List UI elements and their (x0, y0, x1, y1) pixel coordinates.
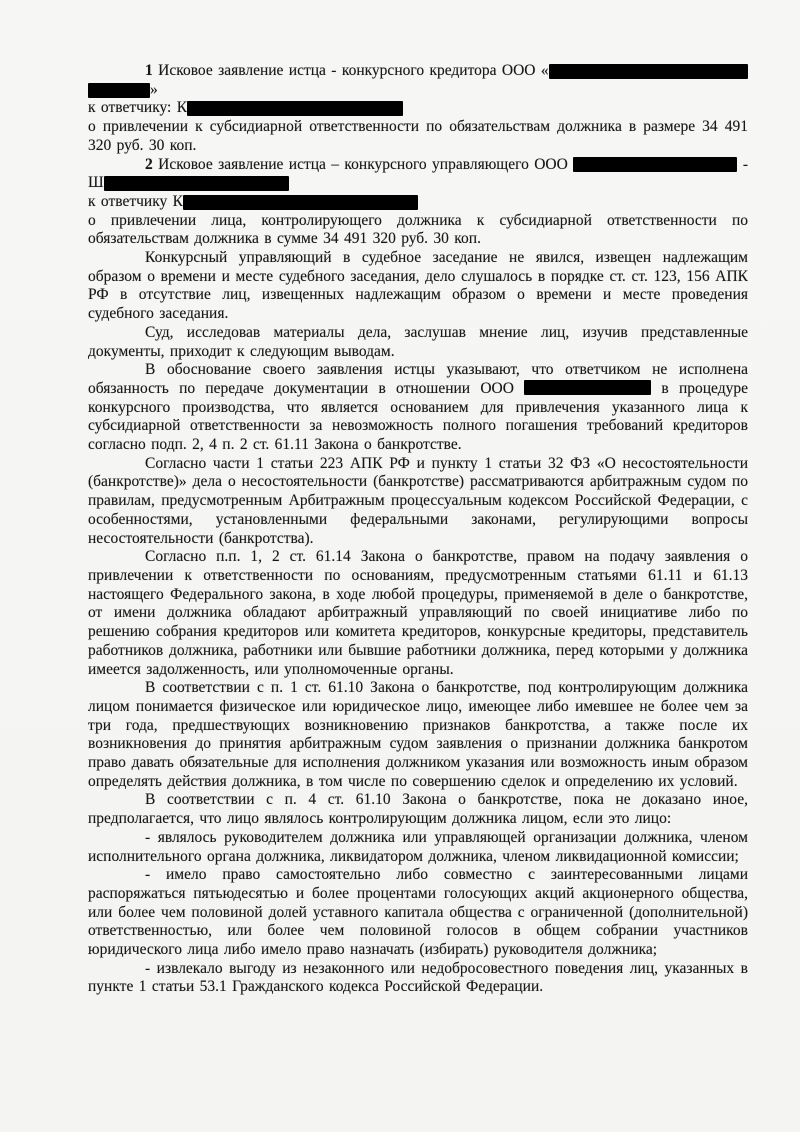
document-line (88, 62, 748, 81)
redaction-bar (187, 101, 403, 116)
redaction-bar (549, 64, 748, 79)
text-run: Ш (88, 174, 104, 192)
text-run: - имело право самостоятельно либо совместно с заинтересованными лицами распоряжаться пятьюдесятью и более процентами голосующих акций акционерного общества, или более чем половиной долей уставного капитала общества с ограниченной (дополнительной) ответственностью, или более чем половиной голосов в общем собрании участников юридического лица либо имело право назначать (избирать) руководителя должника; (88, 866, 748, 959)
text-run: - являлось руководителем должника или управляющей организации должника, членом исполнительного органа должника, ликвидатором должника, членом ликвидационной комиссии; (88, 828, 748, 865)
text-run: к ответчику К (88, 192, 183, 210)
document-body (88, 62, 748, 997)
document-line (88, 174, 748, 193)
paragraph (88, 679, 748, 791)
paragraph (88, 361, 748, 455)
redaction-bar (104, 176, 289, 191)
text-run: Исковое заявление истца - конкурсного кредитора ООО « (152, 62, 549, 79)
text-run: » (150, 80, 158, 98)
text-run: - (737, 155, 748, 173)
paragraph (88, 249, 748, 324)
text-run: Суд, исследовав материалы дела, заслушав мнение лиц, изучив представленные документы, приходит к следующим выводам. (88, 323, 748, 360)
paragraph (88, 866, 748, 960)
document-line (88, 193, 748, 212)
text-run: в процедуре конкурсного производства, что является основанием для привлечения указанного лица к субсидиарной ответственности за невозможность полного погашения требований кредиторов согласно подп. 2, 4 п. 2 ст. 61.11 Закона о банкротстве. (88, 379, 748, 454)
paragraph (88, 455, 748, 549)
text-run: о привлечении к субсидиарной ответственности по обязательствам должника в размере 34 491 320 руб. 30 коп. (88, 118, 748, 154)
text-run: - извлекало выгоду из незаконного или недобросовестного поведения лиц, указанных в пункте 1 статьи 53.1 Гражданского кодекса Российской Федерации. (88, 959, 748, 996)
paragraph (88, 212, 748, 249)
text-run: Согласно п.п. 1, 2 ст. 61.14 Закона о банкротстве, правом на подачу заявления о привлечении к ответственности по основаниям, предусмотренным статьями 61.11 и 61.13 настоящего Федерального закона, в ходе любой процедуры, применяемой в деле о банкротстве, от имени должника обладают арбитражный управляющий по своей инициативе либо по решению собрания кредиторов или комитета кредиторов, конкурсные кредиторы, представитель работников должника, работники или бывшие работники должника, перед которыми у должника имеется задолженность, или уполномоченные органы. (88, 548, 748, 678)
paragraph (88, 324, 748, 361)
text-run: о привлечении лица, контролирующего должника к субсидиарной ответственности по обязательствам должника в сумме 34 491 320 руб. 30 коп. (88, 211, 748, 248)
text-run: Конкурсный управляющий в судебное заседание не явился, извещен надлежащим образом о времени и месте судебного заседания, дело слушалось в порядке ст. ст. 123, 156 АПК РФ в отсутствие лиц, извещенных надлежащим образом о времени и месте проведения судебного заседания. (88, 249, 748, 323)
paragraph (88, 960, 748, 997)
item-number: 2 (145, 155, 153, 173)
paragraph (88, 829, 748, 866)
text-run: В соответствии с п. 1 ст. 61.10 Закона о банкротстве, под контролирующим должника лицом понимается физическое или юридическое лицо, имеющее либо имевшее не более чем за три года, предшествующих возникновению признаков банкротства, а также после их возникновения до принятия арбитражным судом заявления о признании должника банкротом право давать обязательные для исполнения должником указания или возможность иным образом определять действия должника, в том числе по совершению сделок и определению их условий. (88, 679, 748, 790)
text-run: Исковое заявление истца – конкурсного управляющего ООО (152, 155, 574, 173)
text-run: В обоснование своего заявления истцы указывают, что ответчиком не исполнена обязанность по передаче документации в отношении ООО (88, 361, 748, 397)
document-line (88, 81, 748, 100)
paragraph (88, 548, 748, 679)
redaction-bar (573, 157, 737, 172)
paragraph (88, 118, 748, 155)
document-line (88, 156, 748, 175)
text-run: В соответствии с п. 4 ст. 61.10 Закона о банкротстве, пока не доказано иное, предполагается, что лицо являлось контролирующим должника лицом, если это лицо: (88, 791, 748, 828)
text-run: к ответчику: К (88, 99, 188, 117)
redaction-bar (524, 380, 651, 395)
item-number: 1 (145, 62, 153, 79)
paragraph (88, 791, 748, 828)
redaction-bar (183, 195, 418, 210)
text-run: Согласно части 1 статьи 223 АПК РФ и пункту 1 статьи 32 ФЗ «О несостоятельности (банкротстве)» дела о несостоятельности (банкротстве) рассматриваются арбитражным судом по правилам, предусмотренным Арбитражным процессуальным кодексом Российской Федерации, с особенностями, установленными федеральными законами, регулирующими вопросы несостоятельности (банкротства). (88, 454, 748, 547)
document-line (88, 99, 748, 118)
redaction-bar (88, 83, 150, 98)
